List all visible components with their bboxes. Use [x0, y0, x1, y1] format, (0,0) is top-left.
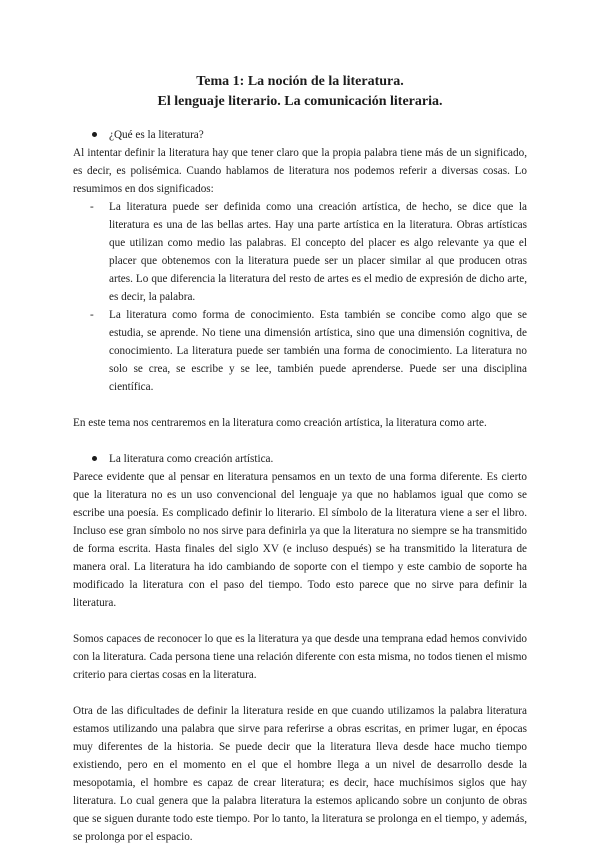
section-bullet-artistic-creation: La literatura como creación artística. — [73, 450, 527, 468]
list-item-artistic-creation — [73, 198, 527, 306]
list-item-text: La literatura como forma de conocimiento. Esta también se concibe como algo que se estudia, se aprende. No tiene una dimensión artística, sino que una dimensión cognitiva, de conocimiento. La literatura puede ser también una forma de conocimiento. La literatura no solo se crea, se escribe y se lee, también puede aprenderse. Puede ser una disciplina científica. — [109, 309, 527, 393]
paragraph-difficulties: Otra de las dificultades de definir la literatura reside en que cuando utilizamos la palabra literatura estamos utilizando una palabra que sirve para referirse a obras escritas, en primer lugar, en épocas muy diferentes de la historia. Se puede decir que la literatura lleva desde hace mucho tiempo existiendo, pero en el momento en el que el hombre llega a un nivel de desarrollo desde la mesopotamia, el hombre es capaz de crear literatura; es decir, hace muchísimos siglos que hay literatura. Lo cual genera que la palabra literatura la estemos aplicando sobre un conjunto de obras que se siguen durante todo este tiempo. Por lo tanto, la literatura se prolonga en el tiempo, y además, se prolonga por el espacio. — [73, 705, 527, 843]
title-line-1: Tema 1: La noción de la literatura. — [196, 74, 404, 89]
paragraph-recognition: Somos capaces de reconocer lo que es la literatura ya que desde una temprana edad hemos convivido con la literatura. Cada persona tiene una relación diferente con esta misma, no todos tienen el mismo criterio para ciertas cosas en la literatura. — [73, 633, 527, 681]
list-item-knowledge — [73, 306, 527, 396]
paragraph-focus: En este tema nos centraremos en la literatura como creación artística, la literatura como arte. — [73, 417, 487, 429]
paragraph-definition: Parece evidente que al pensar en literatura pensamos en un texto de una forma diferente. Es cierto que la literatura no es un uso convencional del lenguaje ya que no hablamos igual que como se escribe una poesía. Es complicado definir lo literario. El símbolo de la literatura viene a ser el libro. Incluso ese gran símbolo no nos sirve para definirla ya que la literatura no siempre se ha transmitido de forma escrita. Hasta finales del siglo XV (e incluso después) se ha transmitido la literatura de manera oral. La literatura ha ido cambiando de soporte con el tiempo y este cambio de soporte ha modificado la literatura con el paso del tiempo. Todo esto parece que no sirve para definir la literatura. — [73, 471, 527, 609]
document-title — [0, 72, 600, 112]
dash-marker: - — [90, 309, 94, 321]
list-item-text: La literatura puede ser definida como una creación artística, de hecho, se dice que la literatura es una de las bellas artes. Hay una parte artística en la literatura. Obras artísticas que utilizan como medio las palabras. El concepto del placer es algo relevante ya que el placer que obtenemos con la literatura puede ser un placer similar al que producen otras artes. Lo que diferencia la literatura del resto de artes es el medio de expresión de dicho arte, es decir, la palabra. — [109, 201, 527, 303]
title-line-2: El lenguaje literario. La comunicación literaria. — [157, 94, 443, 109]
section-bullet-what-is-literature: ¿Qué es la literatura? — [73, 126, 527, 144]
paragraph-intro: Al intentar definir la literatura hay que tener claro que la propia palabra tiene más de un significado, es decir, es polisémica. Cuando hablamos de literatura nos podemos referir a diversas cosas. Lo resumimos en dos significados: — [73, 147, 527, 195]
dash-marker: - — [90, 201, 94, 213]
document-body — [73, 126, 527, 846]
